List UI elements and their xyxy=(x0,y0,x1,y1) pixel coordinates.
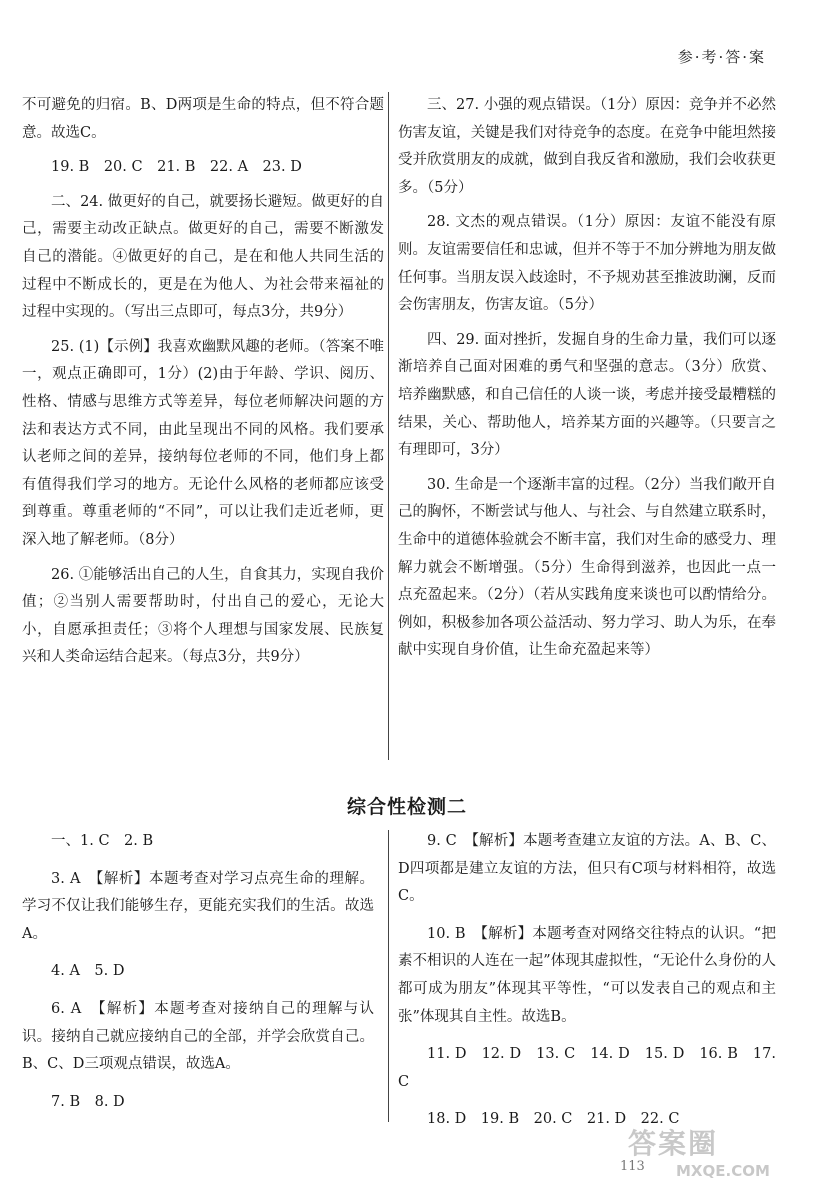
page-number: 113 xyxy=(620,1159,645,1174)
answer-line-11-17: 11. D 12. D 13. C 14. D 15. D 16. B 17. C xyxy=(398,1046,776,1090)
answers-top-right-column xyxy=(398,92,776,672)
answer-7-8: 7. B 8. D xyxy=(51,1093,125,1110)
answer-9: 9. C 【解析】本题考查建立友谊的方法。A、B、C、D四项都是建立友谊的方法，但只有C项与材料相符，故选C。 xyxy=(398,833,776,905)
answer-24: 二、24. 做更好的自己，就要扬长避短。做更好的自己，需要主动改正缺点。做更好的自己，需要不断激发自己的潜能。④做更好的自己，是在和他人共同生活的过程中不断成长的，更是在为他人、为社会带来福祉的过程中实现的。（写出三点即可，每点3分，共9分） xyxy=(22,193,384,321)
column-divider-bottom xyxy=(388,830,389,1122)
watermark-url-text: MXQE.COM xyxy=(676,1162,770,1180)
answers-bottom-right-column xyxy=(398,828,776,1144)
watermark-cn-text: 答案圈 xyxy=(628,1127,719,1160)
answer-27: 三、27. 小强的观点错误。（1分）原因：竞争并不必然伤害友谊，关键是我们对待竞争的态度。在竞争中能坦然接受并欣赏朋友的成就，做到自我反省和激励，我们会收获更多。（5分） xyxy=(398,97,776,196)
answers-bottom-left-column xyxy=(22,828,374,1126)
answer-29: 四、29. 面对挫折，发掘自身的生命力量，我们可以逐渐培养自己面对困难的勇气和坚强的意志。（3分）欣赏、培养幽默感，和自己信任的人谈一谈，考虑并接受最糟糕的结果，关心、帮助他人，培养某方面的兴趣等。（只要言之有理即可，3分） xyxy=(398,331,776,459)
answer-3: 3. A 【解析】本题考查对学习点亮生命的理解。学习不仅让我们能够生存，更能充实我们的生活。故选A。 xyxy=(22,870,374,942)
page-header-title: 参·考·答·案 xyxy=(677,48,766,66)
answer-6: 6. A 【解析】本题考查对接纳自己的理解与认识。接纳自己就应接纳自己的全部，并学会欣赏自己。B、C、D三项观点错误，故选A。 xyxy=(22,1000,374,1073)
answer-1-2: 一、1. C 2. B xyxy=(51,833,154,849)
answer-paragraph: 不可避免的归宿。B、D两项是生命的特点，但不符合题意。故选C。 xyxy=(22,97,384,141)
answer-28: 28. 文杰的观点错误。（1分）原因：友谊不能没有原则。友谊需要信任和忠诚，但并不等于不加分辨地为朋友做任何事。当朋友误入歧途时，不予规劝甚至推波助澜，反而会伤害朋友，伤害友谊。（5分） xyxy=(398,214,776,314)
answer-30: 30. 生命是一个逐渐丰富的过程。（2分）当我们敞开自己的胸怀，不断尝试与他人、与社会、与自然建立联系时，生命中的道德体验就会不断丰富，我们对生命的感受力、理解力就会不断增强。（5分）生命得到滋养，也因此一点一点充盈起来。（2分）（若从实践角度来谈也可以酌情给分。例如，积极参加各项公益活动、努力学习、助人为乐，在奉献中实现自身价值，让生命充盈起来等） xyxy=(398,476,776,659)
answer-26: 26. ①能够活出自己的人生，自食其力，实现自我价值；②当别人需要帮助时，付出自己的爱心，无论大小，自愿承担责任；③将个人理想与国家发展、民族复兴和人类命运结合起来。（每点3分，共9分） xyxy=(22,566,384,666)
answer-line-18-22: 18. D 19. B 20. C 21. D 22. C xyxy=(427,1111,680,1128)
answer-10: 10. B 【解析】本题考查对网络交往特点的认识。“把素不相识的人连在一起”体现其虚拟性，“无论什么身份的人都可成为朋友”体现其平等性，“可以发表自己的观点和主张”体现其自主性。故选B。 xyxy=(398,925,776,1025)
answers-top-left-column xyxy=(22,92,384,679)
answer-4-5: 4. A 5. D xyxy=(51,963,125,980)
watermark-logo xyxy=(620,1118,790,1180)
column-divider-top xyxy=(388,92,389,760)
section-title: 综合性检测二 xyxy=(346,796,467,818)
answer-25: 25. (1)【示例】我喜欢幽默风趣的老师。（答案不唯一，观点正确即可，1分）(2)由于年龄、学识、阅历、性格、情感与思维方式等差异，每位老师解决问题的方法和表达方式不同，由此呈现出不同的风格。我们要承认老师之间的差异，接纳每位老师的不同，他们身上都有值得我们学习的地方。无论什么风格的老师都应该受到尊重。尊重老师的“不同”，可以让我们走近老师，更深入地了解老师。（8分） xyxy=(22,338,384,548)
answer-line-19-23: 19. B 20. C 21. B 22. A 23. D xyxy=(51,159,302,176)
